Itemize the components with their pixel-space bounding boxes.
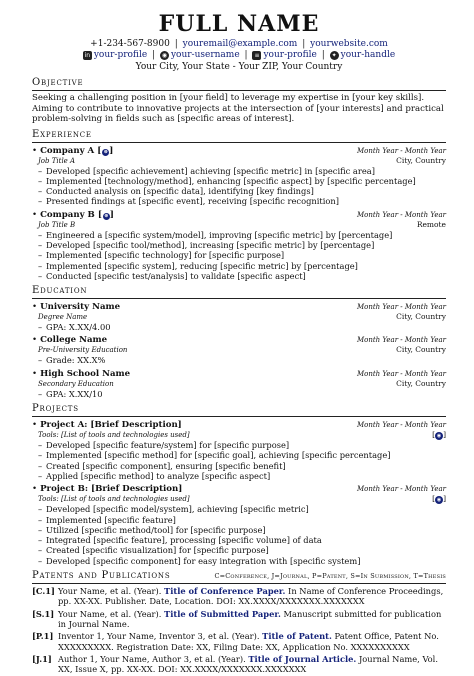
linkedin-icon: in [84,52,91,59]
publication-tag: [C.1] [32,586,55,597]
publication-authors: Inventor 1, Your Name, Inventor 3, et al. (Year). [58,631,260,642]
publication-tag: [J.1] [32,653,52,664]
company-name: Company A [40,145,95,156]
publication-title[interactable]: Title of Journal Article. [248,653,357,664]
separator: | [244,50,248,60]
experience-section [32,129,446,282]
list-item: – Developed [specific tool/method], increasing [specific metric] by [percentage] [46,240,446,250]
objective-text: Seeking a challenging position in [your field] to leverage my expertise in [your key skills]. Aiming to contribute to innovative projects at the intersection of [your interests] and practical problem-solving in fields such as [specific areas of interest]. [32,93,444,124]
education-section [32,285,446,399]
github-handle: your-username [170,50,240,60]
website-link[interactable]: yourwebsite.com [310,39,388,49]
separator: | [174,39,178,49]
grade: – GPA: X.XX/10 [46,389,446,399]
separator: | [302,39,306,49]
education-date: Month Year - Month Year [356,336,446,345]
degree-name: Secondary Education [38,379,114,388]
publication-details: Manuscript submitted for publication in Journal Name. [58,608,442,629]
projects-section [32,403,446,566]
publication-details: Patent Office, Patent No. XXXXXXXXX. Registration Date: XX, Filing Date: XX, Application No. XXXXXXXXXX [58,631,439,652]
project-tools: Tools: [List of tools and technologies used] [38,495,190,504]
list-item: – Presented findings at [specific event], receiving [specific recognition] [46,196,446,206]
school-name: High School Name [40,368,131,379]
github-icon: ◉ [161,52,168,59]
list-item: – Implemented [specific system], reducing [specific metric] by [percentage] [46,261,446,271]
objective-section [32,77,446,125]
twitter-icon: ✦ [331,52,337,59]
education-date: Month Year - Month Year [356,303,446,312]
list-item: – Integrated [specific feature], processing [specific volume] of data [46,535,446,545]
publication-tag: [P.1] [32,631,54,642]
list-item: – Implemented [specific feature] [46,515,446,525]
company-name: Company B [40,209,95,220]
project-items [32,504,446,566]
email-link[interactable]: youremail@example.com [182,39,298,49]
project-entry: • Project B: [Brief Description] Month Year - Month Year Tools: [List of tools and technologies used] [ ◉ ] – Developed [specific model/system], achieving [specific metric] – Implemented [specific feature] – Utilized [specific method/tool] for [specific purpose] – Integrated [specific feature], processing [specific volume] of data – Created [specific visualization] for [specific purpose] – Developed [specific component] for easy integration with [specific system] [32,484,446,566]
linkedin-link[interactable] [83,50,147,61]
job-title: Job Title A [38,156,76,165]
globe-icon[interactable]: ⊕ [103,148,108,155]
publication-entry [32,631,446,652]
publication-authors: Your Name, et al. (Year). [58,586,162,597]
school-name: College Name [40,335,108,346]
list-item: – Implemented [technology/method], enhancing [specific aspect] by [specific percentage] [46,176,446,186]
school-location: City, Country [396,378,446,388]
section-title-education: Education [32,285,446,299]
github-link[interactable] [160,50,240,61]
publication-title[interactable]: Title of Conference Paper. [164,586,286,597]
list-item: – Developed [specific achievement] achieving [specific metric] in [specific area] [46,166,446,176]
degree-name: Degree Name [38,313,88,322]
twitter-handle: your-handle [340,50,396,60]
education-date: Month Year - Month Year [356,369,446,378]
list-item: – Developed [specific model/system], achieving [specific metric] [46,504,446,514]
list-item: – Conducted [specific test/analysis] to validate [specific aspect] [46,271,446,281]
grade: – Grade: XX.X% [46,355,446,365]
section-title-projects: Projects [32,403,446,417]
resume-page [32,10,446,676]
publication-authors: Author 1, Your Name, Author 3, et al. (Year). [58,653,246,664]
section-title-publications: Patents and Publications C=Conference, J=Journal, P=Patent, S=In Submission, T=Thesis [32,570,446,584]
publication-entry [32,654,446,675]
separator: | [152,50,156,60]
job-title: Job Title B [38,220,76,229]
list-item: – Created [specific visualization] for [specific purpose] [46,545,446,555]
social-line [32,50,446,61]
list-item: – Implemented [specific method] for [specific goal], achieving [specific percentage] [46,450,446,460]
separator: | [321,50,325,60]
full-name: FULL NAME [158,11,320,37]
publication-entry [32,609,446,630]
list-item: – Created [specific component], ensuring [specific benefit] [46,461,446,471]
education-entry: • High School Name Month Year - Month Year Secondary Education City, Country – GPA: X.XX/10 [32,369,446,399]
publication-entry [32,586,446,607]
grade: – GPA: X.XX/4.00 [46,322,446,332]
github-icon[interactable]: ◉ [436,497,442,504]
degree-name: Pre-University Education [38,346,128,355]
project-date: Month Year - Month Year [356,485,446,494]
globe-icon[interactable]: ⊕ [104,212,109,219]
linkedin-handle: your-profile [93,50,148,60]
twitter-link[interactable] [330,50,396,61]
education-entry: • University Name Month Year - Month Year Degree Name City, Country – GPA: X.XX/4.00 [32,302,446,332]
publication-title[interactable]: Title of Patent. [262,631,332,642]
experience-items [32,166,446,207]
section-title-experience: Experience [32,129,446,143]
education-entry: • College Name Month Year - Month Year Pre-University Education City, Country – Grade: XX.X% [32,335,446,365]
project-entry: • Project A: [Brief Description] Month Year - Month Year Tools: [List of tools and technologies used] [ ◉ ] – Developed [specific feature/system] for [specific purpose] – Implemented [specific method] for [specific goal], achieving [specific percentage] – Created [specific component], ensuring [specific benefit] – Applied [specific method] to analyze [specific aspect] [32,420,446,481]
experience-items [32,230,446,281]
stackoverflow-link[interactable] [252,50,316,61]
address: Your City, Your State - Your ZIP, Your Country [135,62,343,72]
school-location: City, Country [396,345,446,355]
list-item: – Implemented [specific technology] for [specific purpose] [46,250,446,260]
list-item: – Developed [specific feature/system] for [specific purpose] [46,440,446,450]
school-location: City, Country [396,312,446,322]
section-title-objective: Objective [32,77,446,91]
project-date: Month Year - Month Year [356,421,446,430]
job-location: City, Country [396,155,446,165]
list-item: – Applied [specific method] to analyze [specific aspect] [46,471,446,481]
project-items [32,440,446,481]
job-location: Remote [416,219,446,229]
project-name: Project B: [Brief Description] [40,484,183,495]
publication-details: In Name of Conference Proceedings, pp. XX-XX. Publisher. Date, Location. DOI: XX.XXXX/XXXXXXX.XXXXXXX [58,586,444,607]
publication-title[interactable]: Title of Submitted Paper. [164,608,281,619]
publication-tag: [S.1] [32,608,55,619]
school-name: University Name [40,302,121,313]
contact-line [32,39,446,50]
list-item: – Engineered a [specific system/model], improving [specific metric] by [percentage] [46,230,446,240]
publication-authors: Your Name, et al. (Year). [58,608,162,619]
stackoverflow-icon: ≡ [254,52,260,59]
experience-date: Month Year - Month Year [356,210,446,219]
experience-entry: • Company A [ ⊕] Month Year - Month Year Job Title A City, Country – Developed [specific achievement] achieving [specific metric] in [specific area] – Implemented [technology/method], enhancing [specific aspect] by [specific percentage] – Conducted analysis on [specific data], identifying [key findings] – Presented findings at [specific event], receiving [specific recognition] [32,146,446,207]
phone: +1-234-567-8900 [90,39,170,49]
stackoverflow-handle: your-profile [263,50,317,60]
list-item: – Conducted analysis on [specific data], identifying [key findings] [46,186,446,196]
project-name: Project A: [Brief Description] [40,420,182,431]
list-item: – Developed [specific component] for easy integration with [specific system] [46,556,446,566]
project-tools: Tools: [List of tools and technologies used] [38,431,190,440]
github-icon[interactable]: ◉ [436,433,442,440]
publications-legend: C=Conference, J=Journal, P=Patent, S=In Submission, T=Thesis [214,572,446,581]
experience-entry: • Company B [ ⊕] Month Year - Month Year Job Title B Remote – Engineered a [specific system/model], improving [specific metric] by [percentage] – Developed [specific tool/method], increasing [specific metric] by [percentage] – Implemented [specific technology] for [specific purpose] – Implemented [specific system], reducing [specific metric] by [percentage] – Conducted [specific test/analysis] to validate [specific aspect] [32,210,446,281]
publications-section [32,570,446,674]
experience-date: Month Year - Month Year [356,146,446,155]
list-item: – Utilized [specific method/tool] for [specific purpose] [46,525,446,535]
publication-details: Journal Name, Vol. XX, Issue X, pp. XX-XX. DOI: XX.XXXX/XXXXXXX.XXXXXXX [58,653,438,675]
